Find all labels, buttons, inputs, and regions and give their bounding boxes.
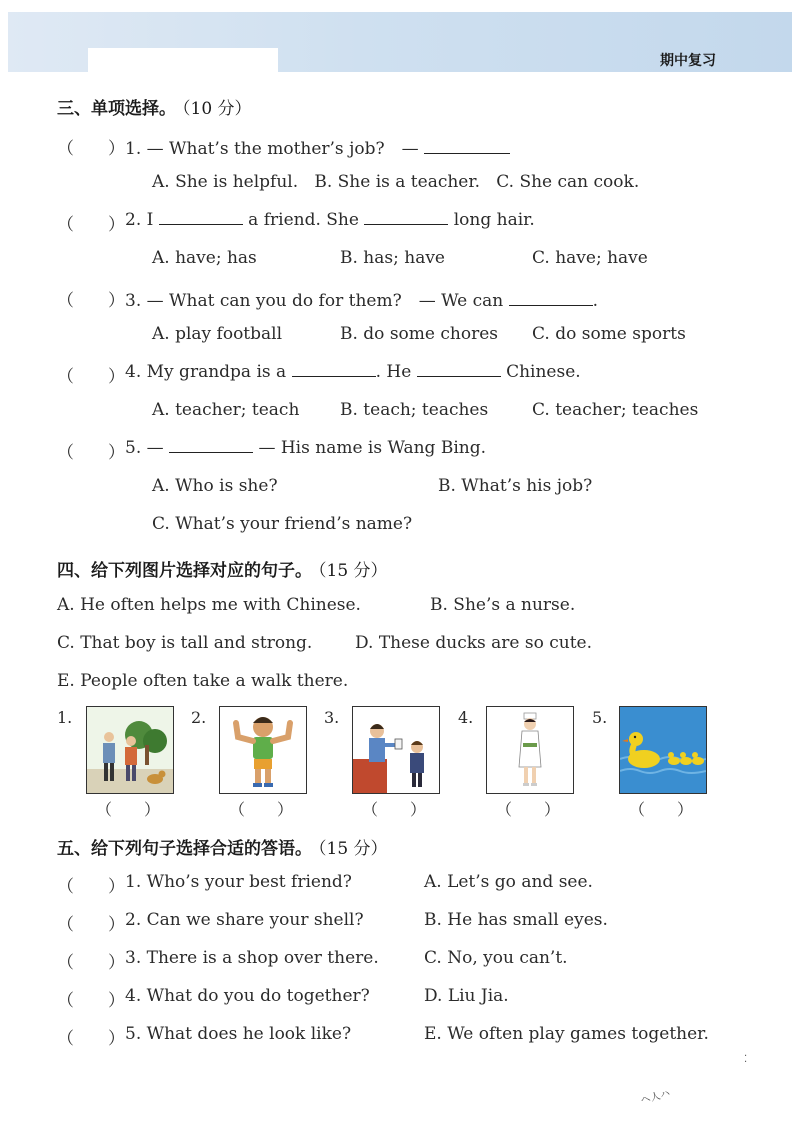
q5-options-row2: C. What’s your friend’s name? [152,514,413,534]
fill-blank[interactable] [169,438,253,453]
fill-blank[interactable] [292,362,376,377]
picture-answer-paren[interactable]: （ ） [629,800,694,819]
picture-teacher-boy [352,706,440,794]
answer-paren[interactable]: （ ） [57,367,125,387]
picture-answer-paren[interactable]: （ ） [229,800,294,819]
q5-options-row1: A. Who is she? B. What’s his job? [152,476,593,496]
match-question: 4. What do you do together? [125,986,370,1006]
picture-strong-boy [219,706,307,794]
question-1: 1. — What’s the mother’s job? — [125,134,510,159]
answer-paren[interactable]: （ ） [57,915,125,935]
header-blank-box [88,48,278,72]
picture-number: 5. [592,708,608,727]
match-question: 1. Who’s your best friend? [125,872,352,892]
section4-options-row3: E. People often take a walk there. [57,671,349,691]
answer-paren[interactable]: （ ） [57,291,125,311]
question-4: 4. My grandpa is a . He Chinese. [125,362,581,382]
answer-paren[interactable]: （ ） [57,991,125,1011]
picture-number: 3. [324,708,340,727]
match-answer: E. We often play games together. [424,1024,709,1044]
fill-blank[interactable] [159,210,243,225]
corner-mark: ⁚ [744,1054,748,1065]
picture-nurse [486,706,574,794]
match-answer: D. Liu Jia. [424,986,509,1006]
picture-answer-paren[interactable]: （ ） [362,800,427,819]
picture-number: 2. [191,708,207,727]
answer-paren[interactable]: （ ） [57,215,125,235]
answer-paren[interactable]: （ ） [57,139,125,159]
section3-title: 三、单项选择。 （10 分） [57,99,252,119]
picture-number: 4. [458,708,474,727]
section4-title: 四、给下列图片选择对应的句子。 （15 分） [57,561,388,581]
match-question: 2. Can we share your shell? [125,910,364,930]
fill-blank[interactable] [417,362,501,377]
question-5: 5. — — His name is Wang Bing. [125,438,487,458]
fill-blank[interactable] [364,210,448,225]
q3-options: A. play football B. do some chores C. do some sports [152,324,686,344]
page-mark: ヘ人ハ [639,1088,672,1107]
fill-blank[interactable] [424,139,510,154]
match-answer: A. Let’s go and see. [424,872,593,892]
q2-options: A. have; has B. has; have C. have; have [152,248,648,268]
header-label: 期中复习 [660,53,716,69]
section5-title: 五、给下列句子选择合适的答语。 （15 分） [57,839,388,859]
section4-options-row2: C. That boy is tall and strong. D. These ducks are so cute. [57,633,593,653]
picture-park-walk [86,706,174,794]
answer-paren[interactable]: （ ） [57,953,125,973]
picture-number: 1. [57,708,73,727]
question-3: 3. — What can you do for them? — We can . [125,291,599,311]
picture-answer-paren[interactable]: （ ） [496,800,561,819]
match-answer: B. He has small eyes. [424,910,608,930]
answer-paren[interactable]: （ ） [57,877,125,897]
answer-paren[interactable]: （ ） [57,1029,125,1049]
q4-options: A. teacher; teach B. teach; teaches C. teacher; teaches [152,400,699,420]
answer-paren[interactable]: （ ） [57,443,125,463]
question-2: 2. I a friend. She long hair. [125,210,535,230]
match-question: 3. There is a shop over there. [125,948,379,968]
section4-options-row1: A. He often helps me with Chinese. B. She’s a nurse. [57,595,576,615]
q1-options: A. She is helpful. B. She is a teacher. C. She can cook. [152,172,640,192]
picture-ducks [619,706,707,794]
fill-blank[interactable] [509,291,593,306]
match-answer: C. No, you can’t. [424,948,568,968]
match-question: 5. What does he look like? [125,1024,352,1044]
picture-answer-paren[interactable]: （ ） [96,800,161,819]
